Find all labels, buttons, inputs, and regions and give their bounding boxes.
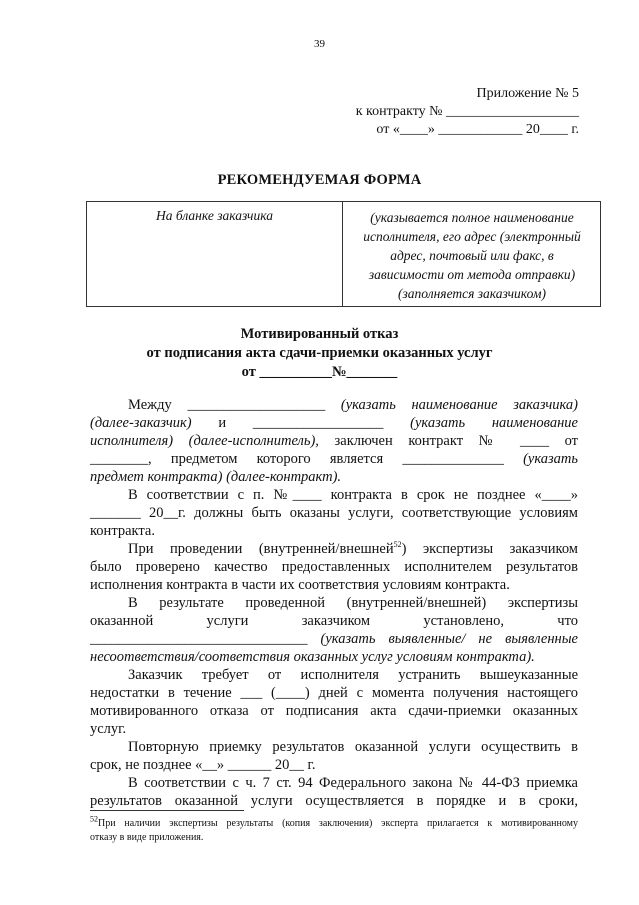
letterhead-right: (указывается полное наименование исполнителя, его адрес (электронный адрес, почтовый или факс, в зависимости от метода отправки) (заполняется заказчиком) <box>363 210 581 301</box>
para1-line5: предмет контракта) (далее-контракт). <box>90 469 342 485</box>
footnote-separator <box>90 810 244 811</box>
para3-line3: исполнения контракта в части их соответствия условиям контракта. <box>90 577 510 593</box>
para2-line3: контракта. <box>90 523 155 539</box>
para5-line2: недостатки в течение ___ (____) дней с момента получения настоящего <box>90 685 578 701</box>
appendix-date: от «____» ____________ 20____ г. <box>376 122 579 137</box>
para3-line1: При проведении (внутренней/внешней$^{52}$) экспертизы заказчиком <box>128 540 578 557</box>
para1-line2: (далее-заказчик) и __________________ (указать наименование <box>90 415 578 431</box>
doc-title-line2: от подписания акта сдачи-приемки оказанных услуг <box>146 345 493 361</box>
doc-title-line3: от __________№_______ <box>241 364 398 380</box>
form-title: РЕКОМЕНДУЕМАЯ ФОРМА <box>217 172 422 188</box>
para4-line2: оказанной услуги заказчиком установлено, что <box>90 613 578 629</box>
page-number: 39 <box>314 38 325 50</box>
para7-line2: результатов оказанной услуги осуществляется в порядке и в сроки, <box>90 793 578 809</box>
footnote-line2: отказу в виде приложения. <box>90 832 204 843</box>
para4-line3: ______________________________ (указать выявленные/ не выявленные <box>90 631 578 647</box>
para1-line1: Между ___________________ (указать наименование заказчика) <box>128 397 578 413</box>
para1-line4: ________, предметом которого является ______________ (указать <box>90 451 578 467</box>
letterhead-box <box>86 201 601 307</box>
para5-line4: услуг. <box>90 721 127 737</box>
para4-line1: В результате проведенной (внутренней/внешней) экспертизы <box>128 595 578 611</box>
footnote-line1: $^{52}$При наличии экспертизы результаты (копия заключения) эксперта прилагается к мотивированному <box>90 814 578 829</box>
para5-line1: Заказчик требует от исполнителя устранить вышеуказанные <box>128 667 578 683</box>
para1-line3: исполнителя) (далее-исполнитель), заключен контракт № ____ от <box>90 433 578 449</box>
para3-line2: было проверено качество предоставленных исполнителем результатов <box>90 559 578 575</box>
appendix-number: Приложение № 5 <box>476 86 579 101</box>
letterhead-left: На бланке заказчика <box>156 208 273 223</box>
para6-line2: срок, не позднее «__» ______ 20__ г. <box>90 757 316 773</box>
appendix-contract: к контракту № ___________________ <box>355 104 579 119</box>
para7-line1: В соответствии с ч. 7 ст. 94 Федерального закона № 44-ФЗ приемка <box>128 775 578 791</box>
doc-title-line1: Мотивированный отказ <box>240 326 399 342</box>
footnote-ref: 52 <box>393 540 402 550</box>
para4-line4: несоответствия/соответствия оказанных услуг условиям контракта). <box>90 649 535 665</box>
para5-line3: мотивированного отказа от подписания акта сдачи-приемки оказанных <box>90 703 578 719</box>
para2-line1: В соответствии с п. №____ контракта в срок не позднее «____» <box>128 487 578 503</box>
para6-line1: Повторную приемку результатов оказанной услуги осуществить в <box>128 739 578 755</box>
para2-line2: _______ 20__г. должны быть оказаны услуги, соответствующие условиям <box>90 505 578 521</box>
